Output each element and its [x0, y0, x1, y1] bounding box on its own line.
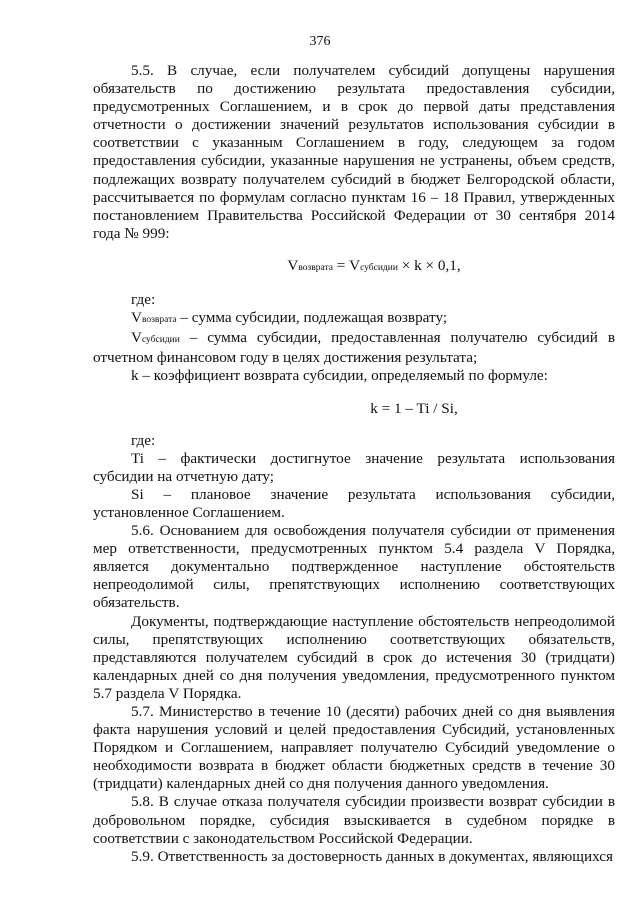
formula-sub-subsidii: субсидии [360, 262, 398, 273]
formula-k: k = 1 – Ti / Si, [370, 399, 458, 417]
def-v2: V [131, 329, 142, 347]
paragraph-5-6-documents: Документы, подтверждающие наступление обстоятельств непреодолимой силы, препятствующих исполнению соответствующих обязательств, представляются получателем субсидий в срок до истечения 30 (тридцати) календарных дней со дня получения уведомления, предусмотренного пунктом 5.7 раздела V Порядка. [93, 612, 615, 702]
where-label-1: где: [131, 291, 156, 309]
formula-tail: × k × 0,1, [397, 256, 461, 274]
document-body [93, 62, 615, 866]
formula-eq: = V [332, 256, 361, 274]
definition-v-subsidii [93, 329, 615, 367]
definition-k: k – коэффициент возврата субсидии, определяемый по формуле: [131, 367, 548, 385]
def-sub-subsidii: субсидии [141, 335, 180, 346]
paragraph-5-8: 5.8. В случае отказа получателя субсидии произвести возврат субсидии в добровольном порядке, субсидия взыскивается в судебном порядке в соответствии с законодательством Российской Федерации. [93, 793, 615, 847]
definition-v-vozvrata [93, 309, 615, 329]
paragraph-5-9: 5.9. Ответственность за достоверность данных в документах, являющихся [131, 847, 613, 865]
def-vozvrata-text: – сумма субсидии, подлежащая возврату; [176, 309, 448, 327]
def-v: V [131, 309, 142, 327]
formula-v: V [287, 256, 299, 274]
page-number: 376 [309, 34, 331, 49]
where-label-2: где: [131, 431, 156, 449]
formula-v-vozvrata [93, 257, 615, 277]
def-sub-vozvrata: возврата [141, 315, 177, 326]
formula-sub-vozvrata: возврата [298, 262, 333, 273]
def-subsidii-text: – сумма субсидии, предоставленная получателю субсидий в отчетном финансовом году в целях достижения результата; [93, 329, 615, 367]
paragraph-5-5: 5.5. В случае, если получателем субсидий допущены нарушения обязательств по достижению результата предоставления субсидии, предусмотренных Соглашением, и в срок до первой даты представления отчетности о достижении значений результатов использования субсидии в соответствии с указанным Соглашением в году, следующем за годом предоставления субсидии, указанные нарушения не устранены, объем средств, подлежащих возврату получателем субсидий в бюджет Белгородской области, рассчитывается по формулам согласно пунктам 16 – 18 Правил, утвержденных постановлением Правительства Российской Федерации от 30 сентября 2014 года № 999: [93, 62, 615, 242]
paragraph-5-7: 5.7. Министерство в течение 10 (десяти) рабочих дней со дня выявления факта нарушения условий и целей предоставления Субсидий, установленных Порядком и Соглашением, направляет получателю Субсидий уведомление о необходимости возврата в бюджет области бюджетных средств в течение 30 (тридцати) календарных дней со дня получения данного уведомления. [93, 703, 615, 793]
definition-si: Si – плановое значение результата использования субсидии, установленное Соглашением. [93, 485, 615, 521]
definition-ti: Ti – фактически достигнутое значение результата использования субсидии на отчетную дату; [93, 449, 615, 485]
paragraph-5-6: 5.6. Основанием для освобождения получателя субсидии от применения мер ответственности, предусмотренных пунктом 5.4 раздела V Порядка, является документально подтвержденное наступление обстоятельств непреодолимой силы, препятствующих исполнению соответствующих обязательств. [93, 522, 615, 612]
